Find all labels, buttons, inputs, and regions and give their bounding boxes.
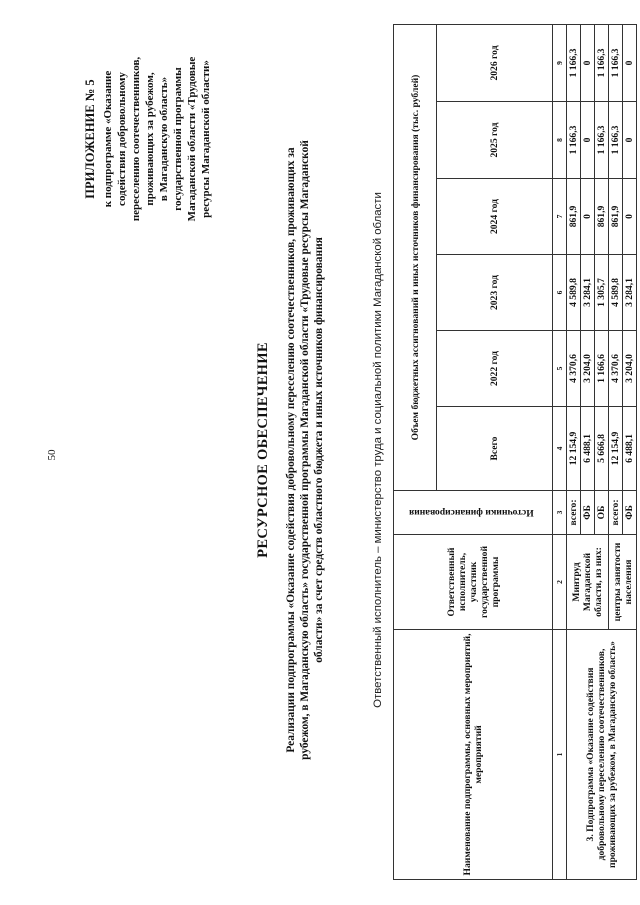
appendix-line: к подпрограмме «Оказание	[102, 70, 114, 208]
header-year: 2026 год	[437, 24, 553, 101]
header-year: 2024 год	[437, 179, 553, 255]
appendix-block	[83, 28, 213, 250]
header-executor: Ответственный исполнитель, участник государственной программы	[394, 535, 553, 630]
column-number: 4	[553, 407, 567, 491]
value-cell: 4 370,6	[567, 331, 581, 407]
value-cell: 6 488,1	[623, 407, 637, 491]
table-row	[567, 24, 581, 879]
value-cell: 1 166,3	[595, 102, 609, 179]
appendix-line: проживающих за рубежом,	[144, 72, 156, 206]
value-cell: 0	[581, 179, 595, 255]
header-volume: Объем бюджетных ассигнований и иных источников финансирования (тыс. рублей)	[394, 24, 437, 490]
column-number: 3	[553, 491, 567, 535]
header-year: 2025 год	[437, 102, 553, 179]
value-cell: 0	[623, 102, 637, 179]
value-cell: 0	[623, 24, 637, 101]
value-cell: 861,9	[595, 179, 609, 255]
column-number: 1	[553, 630, 567, 880]
value-cell: 3 204,0	[581, 331, 595, 407]
appendix-line: содействия добровольному	[116, 72, 128, 206]
header-name: Наименование подпрограммы, основных мероприятий, мероприятий	[394, 630, 553, 880]
value-cell: 1 166,6	[595, 331, 609, 407]
column-number: 9	[553, 24, 567, 101]
value-cell: 12 154,9	[567, 407, 581, 491]
value-cell: 1 166,3	[567, 102, 581, 179]
document-title-block	[255, 20, 326, 880]
value-cell: 1 166,3	[595, 24, 609, 101]
value-cell: 6 488,1	[581, 407, 595, 491]
column-number: 6	[553, 255, 567, 331]
value-cell: 4 370,6	[609, 331, 623, 407]
value-cell: 3 284,1	[581, 255, 595, 331]
executor-cell: центры занятости населения	[609, 535, 637, 630]
resource-table	[393, 24, 637, 880]
value-cell: 5 666,8	[595, 407, 609, 491]
header-year: 2022 год	[437, 331, 553, 407]
appendix-line: в Магаданскую область»	[158, 76, 170, 202]
value-cell: 861,9	[609, 179, 623, 255]
value-cell: 3 204,0	[623, 331, 637, 407]
appendix-line: государственной программы	[172, 67, 184, 211]
source-cell: всего:	[609, 491, 623, 535]
source-cell: ФБ	[581, 491, 595, 535]
value-cell: 3 284,1	[623, 255, 637, 331]
source-cell: всего:	[567, 491, 581, 535]
header-source-text: Источники финансирования	[409, 507, 534, 518]
value-cell: 1 166,3	[609, 102, 623, 179]
page-number: 50	[46, 449, 58, 461]
value-cell: 0	[623, 179, 637, 255]
column-number: 2	[553, 535, 567, 630]
column-number-row	[553, 24, 567, 879]
executor-cell: Минтруд Магаданской области, из них:	[567, 535, 609, 630]
header-total: Всего	[437, 407, 553, 491]
header-year: 2023 год	[437, 255, 553, 331]
value-cell: 4 589,8	[567, 255, 581, 331]
appendix-heading: ПРИЛОЖЕНИЕ № 5	[83, 79, 97, 199]
value-cell: 1 166,3	[567, 24, 581, 101]
responsible-executor-line: Ответственный исполнитель – министерство труда и социальной политики Магаданской области	[372, 192, 384, 708]
value-cell: 4 589,8	[609, 255, 623, 331]
appendix-line: ресурсы Магаданской области»	[200, 60, 212, 218]
column-number: 5	[553, 331, 567, 407]
value-cell: 0	[581, 24, 595, 101]
document-subtitle: Реализации подпрограммы «Оказание содействия добровольному переселению соотечественников, проживающих за рубежом, в Магаданскую область» государственной программы Магаданской области «Трудовые ресурсы Магаданской области» за счет средств областного бюджета и иных источников финансирования	[285, 140, 325, 760]
rotated-page-content	[75, 20, 640, 880]
appendix-line: Магаданской области «Трудовые	[186, 56, 198, 222]
value-cell: 1 166,3	[609, 24, 623, 101]
value-cell: 0	[581, 102, 595, 179]
source-cell: ФБ	[623, 491, 637, 535]
value-cell: 861,9	[567, 179, 581, 255]
appendix-line: переселению соотечественников,	[130, 56, 142, 222]
column-number: 7	[553, 179, 567, 255]
subprogram-name-cell: 3. Подпрограмма «Оказание содействия добровольному переселению соотечественников, проживающих за рубежом, в Магаданскую область»	[567, 630, 637, 880]
header-source	[394, 491, 553, 535]
source-cell: ОБ	[595, 491, 609, 535]
value-cell: 1 305,7	[595, 255, 609, 331]
value-cell: 12 154,9	[609, 407, 623, 491]
column-number: 8	[553, 102, 567, 179]
document-heading: РЕСУРСНОЕ ОБЕСПЕЧЕНИЕ	[255, 342, 271, 558]
